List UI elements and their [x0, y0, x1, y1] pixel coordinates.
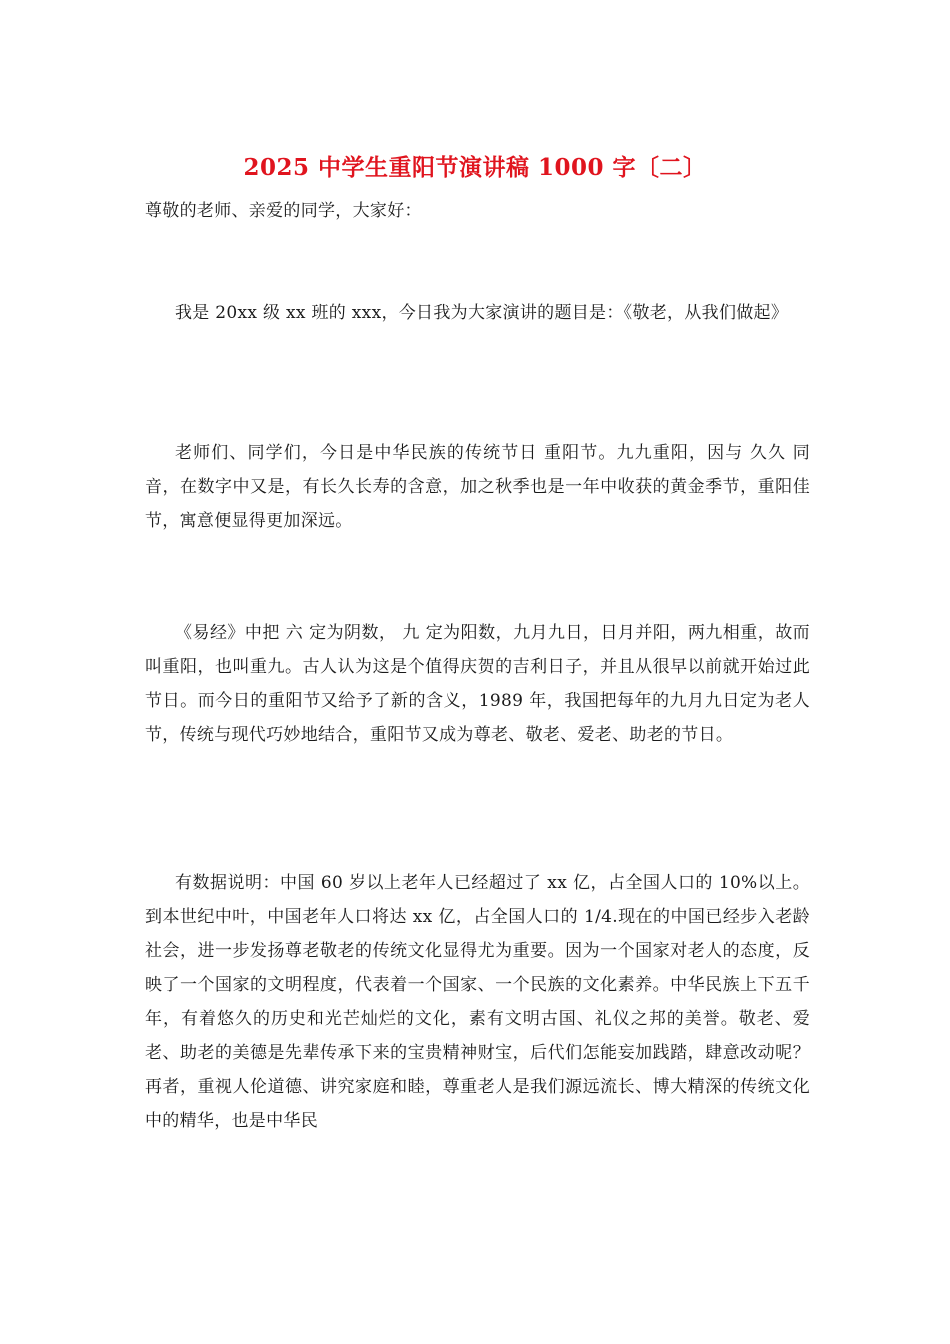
paragraph-yijing: 《易经》中把 六 定为阴数， 九 定为阳数，九月九日，日月并阳，两九相重，故而叫重阳，也叫重九。古人认为这是个值得庆贺的吉利日子，并且从很早以前就开始过此节日。而今日的重阳节又给予了新的含义，1989 年，我国把每年的九月九日定为老人节，传统与现代巧妙地结合，重阳节又成为尊老、敬老、爱老、助老的节日。	[145, 623, 810, 745]
paragraph-festival: 老师们、同学们，今日是中华民族的传统节日 重阳节。九九重阳，因与 久久 同音，在数字中又是，有长久长寿的含意，加之秋季也是一年中收获的黄金季节，重阳佳节，寓意便显得更加深远。	[145, 443, 810, 531]
paragraph-intro: 我是 20xx 级 xx 班的 xxx，今日我为大家演讲的题目是：《敬老，从我们做起》	[175, 303, 789, 323]
greeting-line: 尊敬的老师、亲爱的同学，大家好：	[145, 201, 422, 221]
document-title: 2025 中学生重阳节演讲稿 1000 字〔二〕	[243, 154, 707, 181]
paragraph-statistics: 有数据说明：中国 60 岁以上老年人已经超过了 xx 亿，占全国人口的 10%以上。到本世纪中叶，中国老年人口将达 xx 亿，占全国人口的 1/4.现在的中国已经步入老龄社会，进一步发扬尊老敬老的传统文化显得尤为重要。因为一个国家对老人的态度，反映了一个国家的文明程度，代表着一个国家、一个民族的文化素养。中华民族上下五千年，有着悠久的历史和光芒灿烂的文化，素有文明古国、礼仪之邦的美誉。敬老、爱老、助老的美德是先辈传承下来的宝贵精神财宝，后代们怎能妄加践踏，肆意改动呢？再者，重视人伦道德、讲究家庭和睦，尊重老人是我们源远流长、博大精深的传统文化中的精华，也是中华民	[145, 873, 810, 1131]
